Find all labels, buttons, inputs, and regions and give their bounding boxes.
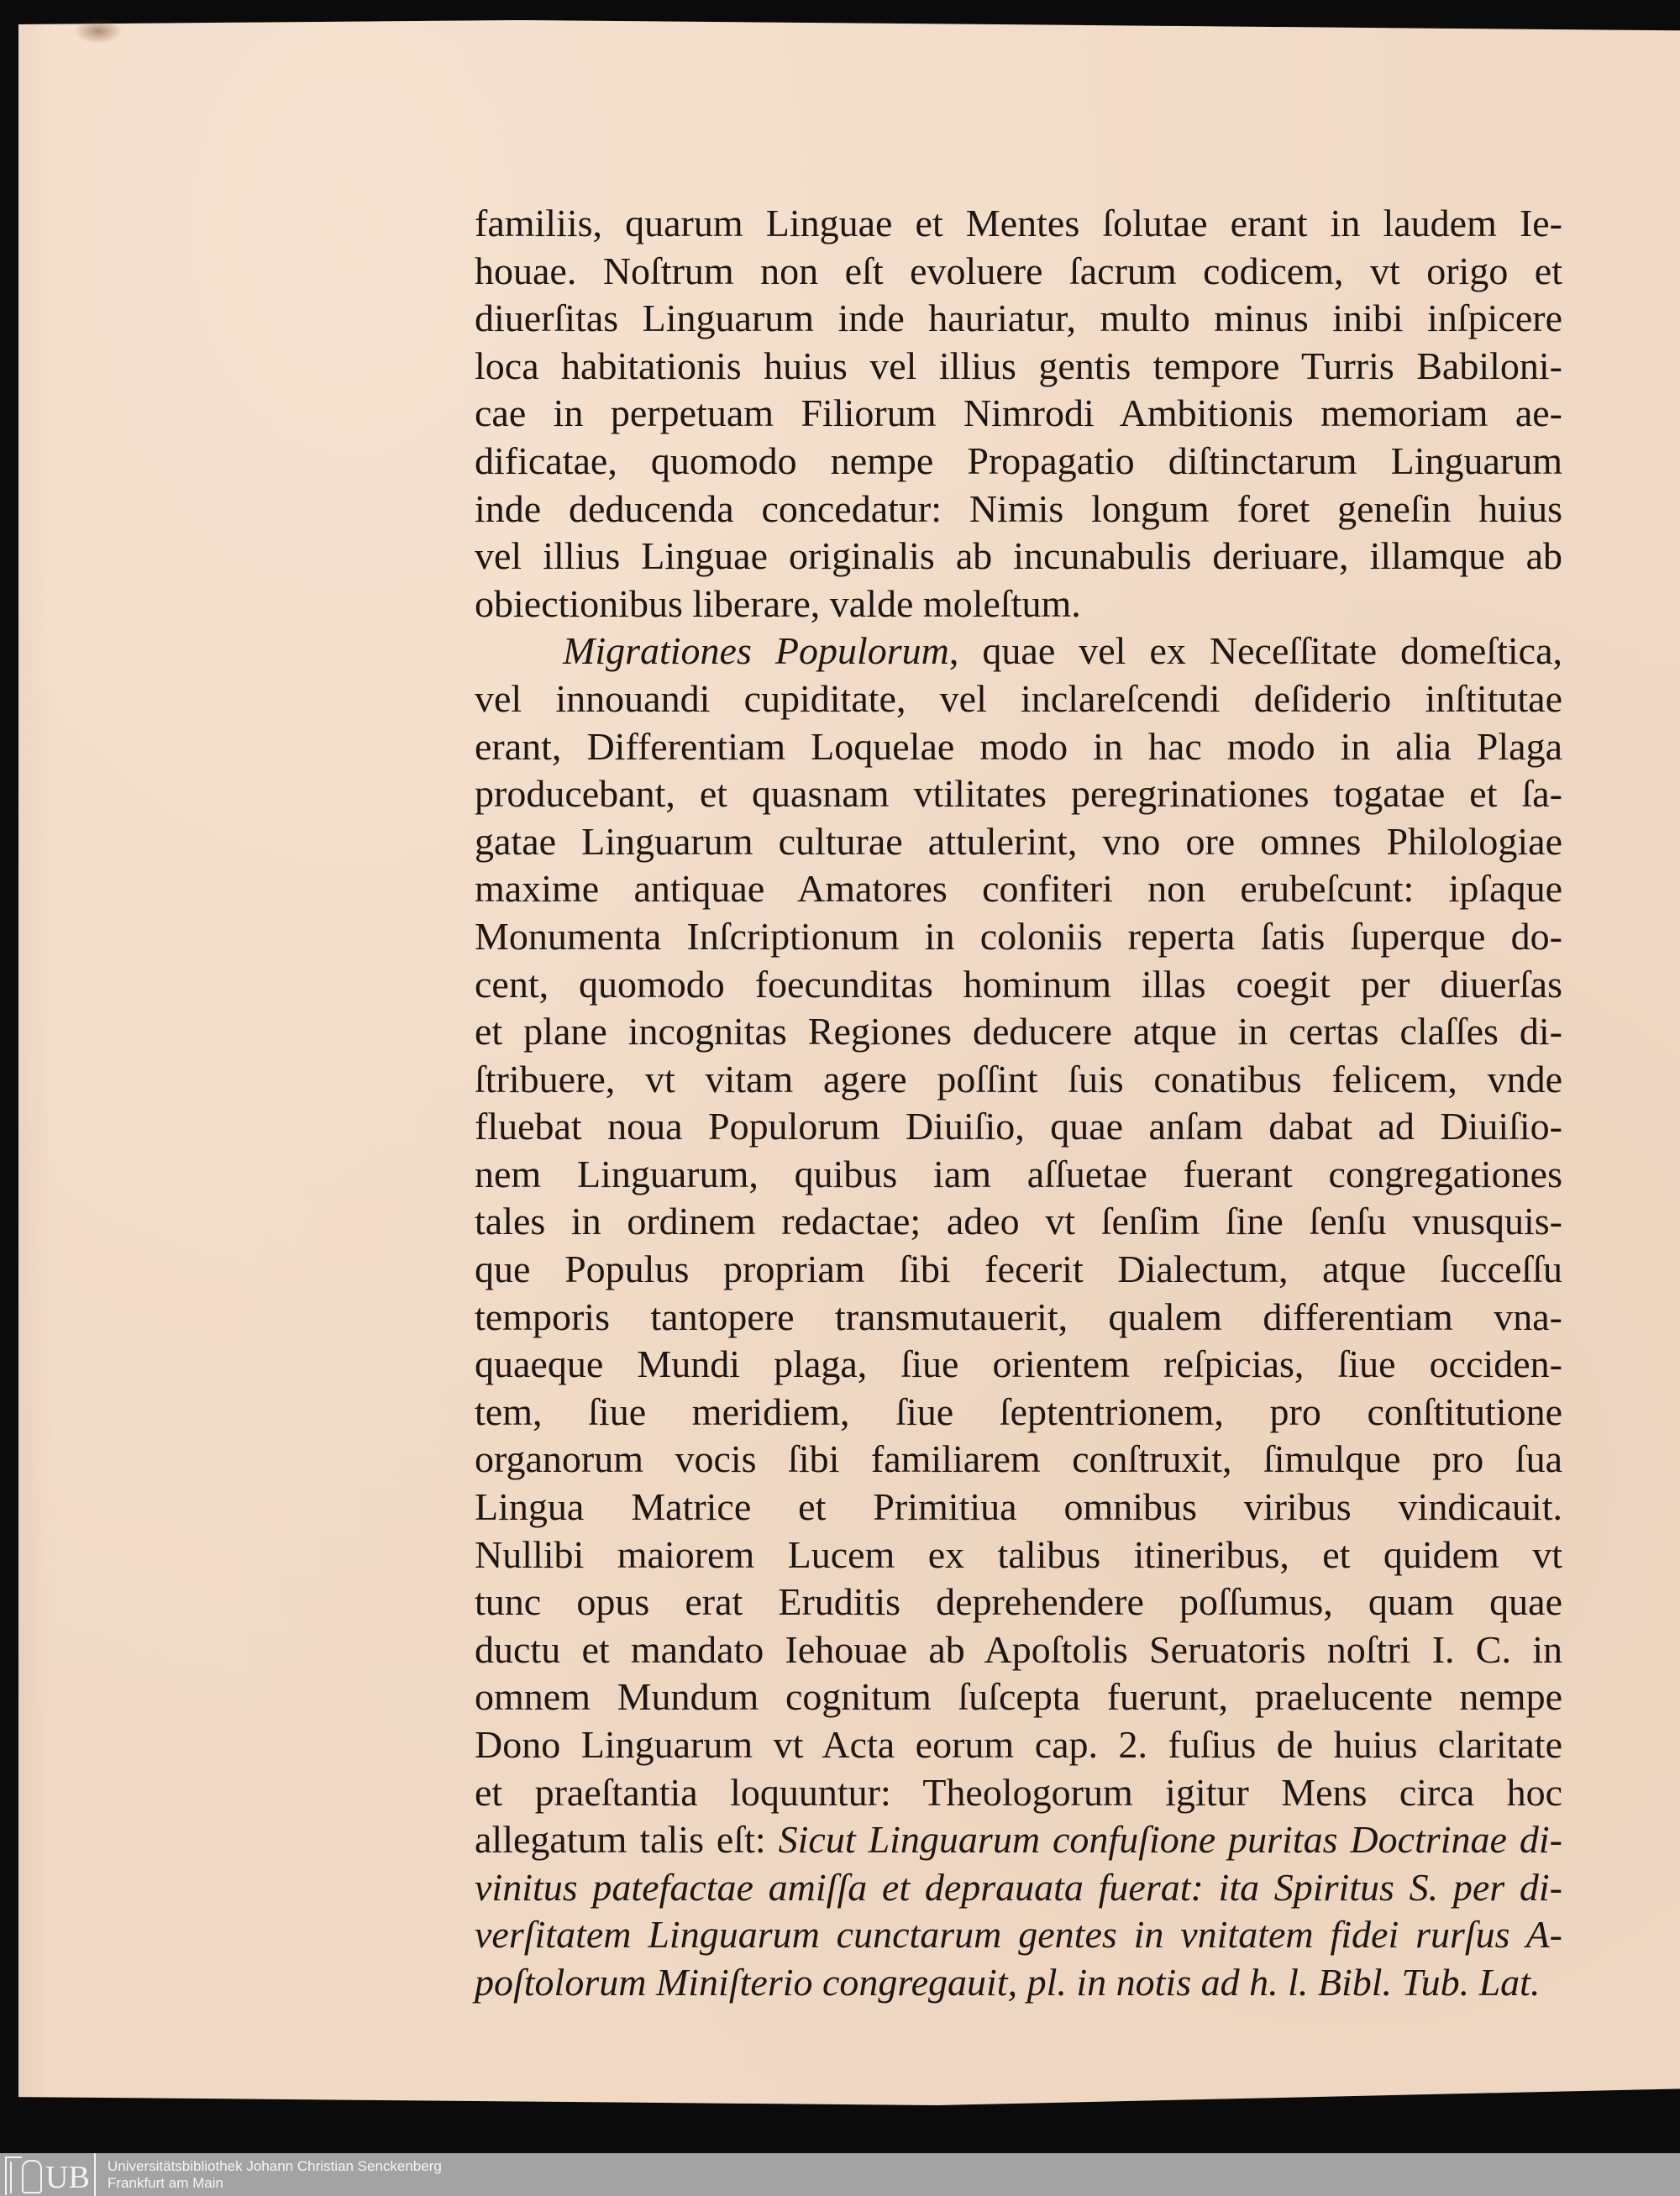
ub-logo-text: UB [45, 2160, 90, 2195]
text-line [475, 1626, 1562, 1674]
text-line [475, 1673, 1562, 1721]
text-segment: et praeſtantia loquuntur: Theologorum igitur Mens circa hoc [475, 1770, 1562, 1814]
text-segment: houae. Noſtrum non eſt evoluere ſacrum codicem, vt origo et [475, 249, 1562, 292]
text-segment: et plane incognitas Regiones deducere atque in certas claſſes di- [475, 1010, 1562, 1053]
text-line [475, 295, 1562, 343]
text-segment: loca habitationis huius vel illius gentis tempore Turris Babiloni- [475, 344, 1562, 387]
text-segment: vel innouandi cupiditate, vel inclareſcendi deſiderio inſtitutae [475, 676, 1562, 720]
text-line [475, 248, 1562, 296]
paper-stain [74, 18, 123, 44]
text-line [475, 390, 1562, 438]
text-segment: nem Linguarum, quibus iam aſſuetae fuerant congregationes [475, 1152, 1562, 1195]
text-line [475, 1103, 1562, 1151]
text-segment: quaeque Mundi plaga, ſiue orientem reſpicias, ſiue occiden- [475, 1342, 1562, 1386]
italic-text-segment: vinitus patefactae amiſſa et deprauata fuerat: ita Spiritus S. per di- [475, 1865, 1562, 1909]
text-segment: , quae vel ex Neceſſitate domeſtica, [948, 629, 1562, 673]
text-line [475, 1911, 1562, 1959]
text-line [475, 438, 1562, 486]
text-line [475, 533, 1562, 581]
text-segment: allegatum talis eſt: [475, 1818, 779, 1862]
text-segment: vel illius Linguae originalis ab incunabulis deriuare, illamque ab [475, 534, 1562, 578]
text-segment: cent, quomodo foecunditas hominum illas coegit per diuerſas [475, 962, 1562, 1006]
text-line [475, 1531, 1562, 1579]
text-line [475, 723, 1562, 771]
text-segment: diuerſitas Linguarum inde hauriatur, multo minus inibi inſpicere [475, 297, 1562, 340]
text-line [475, 1436, 1562, 1484]
text-line [475, 818, 1562, 866]
senckenberg-portrait-icon [22, 2160, 42, 2193]
text-segment: fluebat noua Populorum Diuiſio, quae anſam dabat ad Diuiſio- [475, 1105, 1562, 1148]
text-segment: organorum vocis ſibi familiarem conſtruxit, ſimulque pro ſua [475, 1437, 1562, 1481]
institution-name: Universitätsbibliothek Johann Christian Senckenberg [108, 2157, 442, 2174]
text-segment: erant, Differentiam Loquelae modo in hac modo in alia Plaga [475, 724, 1562, 768]
institution-city: Frankfurt am Main [108, 2174, 223, 2191]
text-line [475, 1389, 1562, 1437]
text-segment: ductu et mandato Iehouae ab Apoſtolis Seruatoris noſtri I. C. in [475, 1627, 1562, 1671]
text-line [475, 1341, 1562, 1389]
text-line [475, 1294, 1562, 1342]
text-segment: tem, ſiue meridiem, ſiue ſeptentrionem, pro conſtitutione [475, 1390, 1562, 1433]
text-line [475, 1816, 1562, 1864]
text-segment: Lingua Matrice et Primitiua omnibus viribus vindicauit. [475, 1485, 1562, 1529]
text-segment: inde deducenda concedatur: Nimis longum foret geneſin huius [475, 486, 1562, 530]
text-line [475, 1198, 1562, 1246]
text-line [475, 486, 1562, 533]
text-segment: obiectionibus liberare, valde moleſtum. [475, 581, 1081, 625]
italic-text-segment: Migrationes Populorum [563, 629, 949, 673]
text-line [475, 581, 1562, 628]
text-line [475, 1151, 1562, 1199]
text-line [475, 200, 1562, 248]
text-segment: tunc opus erat Eruditis deprehendere poſſumus, quam quae [475, 1580, 1562, 1624]
text-line [475, 1246, 1562, 1294]
text-line [475, 865, 1562, 913]
text-line [475, 628, 1562, 675]
text-line [475, 1056, 1562, 1104]
text-segment: tales in ordinem redactae; adeo vt ſenſim ſine ſenſu vnusquis- [475, 1200, 1562, 1243]
text-segment: Monumenta Inſcriptionum in coloniis reperta ſatis ſuperque do- [475, 914, 1562, 958]
book-lines-icon [5, 2157, 22, 2195]
text-segment: cae in perpetuam Filiorum Nimrodi Ambitionis memoriam ae- [475, 391, 1562, 435]
text-line [475, 343, 1562, 391]
library-footer [0, 2153, 1680, 2196]
italic-text-segment: poſtolorum Miniſterio congregauit, pl. in notis ad h. l. Bibl. Tub. Lat. [475, 1960, 1541, 2004]
text-segment: dificatae, quomodo nempe Propagatio diſtinctarum Linguarum [475, 439, 1562, 482]
italic-text-segment: Sicut Linguarum confuſione puritas Doctrinae di- [778, 1818, 1562, 1862]
text-segment: omnem Mundum cognitum ſuſcepta fuerunt, praelucente nempe [475, 1675, 1562, 1719]
text-line [475, 1484, 1562, 1531]
text-segment: producebant, et quasnam vtilitates peregrinationes togatae et ſa- [475, 772, 1562, 816]
footer-text [108, 2158, 442, 2192]
italic-text-segment: verſitatem Linguarum cunctarum gentes in vnitatem fidei rurſus A- [475, 1913, 1562, 1957]
text-segment: que Populus propriam ſibi fecerit Dialectum, atque ſucceſſu [475, 1248, 1562, 1291]
text-line [475, 675, 1562, 723]
text-segment: temporis tantopere transmutauerit, qualem differentiam vna- [475, 1295, 1562, 1338]
text-line [475, 1769, 1562, 1817]
text-line [475, 770, 1562, 818]
text-line [475, 1721, 1562, 1769]
text-line [475, 913, 1562, 961]
text-segment: Nullibi maiorem Lucem ex talibus itineribus, et quidem vt [475, 1532, 1562, 1576]
text-line [475, 1008, 1562, 1056]
text-line [475, 961, 1562, 1009]
text-segment: Dono Linguarum vt Acta eorum cap. 2. fuſius de huius claritate [475, 1723, 1562, 1766]
text-line [475, 1579, 1562, 1626]
text-line [475, 1864, 1562, 1912]
text-segment: ſtribuere, vt vitam agere poſſint ſuis conatibus felicem, vnde [475, 1057, 1562, 1101]
body-text [475, 200, 1562, 2007]
text-segment: familiis, quarum Linguae et Mentes ſolutae erant in laudem Ie- [475, 202, 1562, 244]
ub-logo[interactable] [2, 2153, 96, 2196]
text-segment: gatae Linguarum culturae attulerint, vno ore omnes Philologiae [475, 819, 1562, 863]
text-segment: maxime antiquae Amatores confiteri non erubeſcunt: ipſaque [475, 867, 1562, 911]
text-line [475, 1959, 1562, 2007]
